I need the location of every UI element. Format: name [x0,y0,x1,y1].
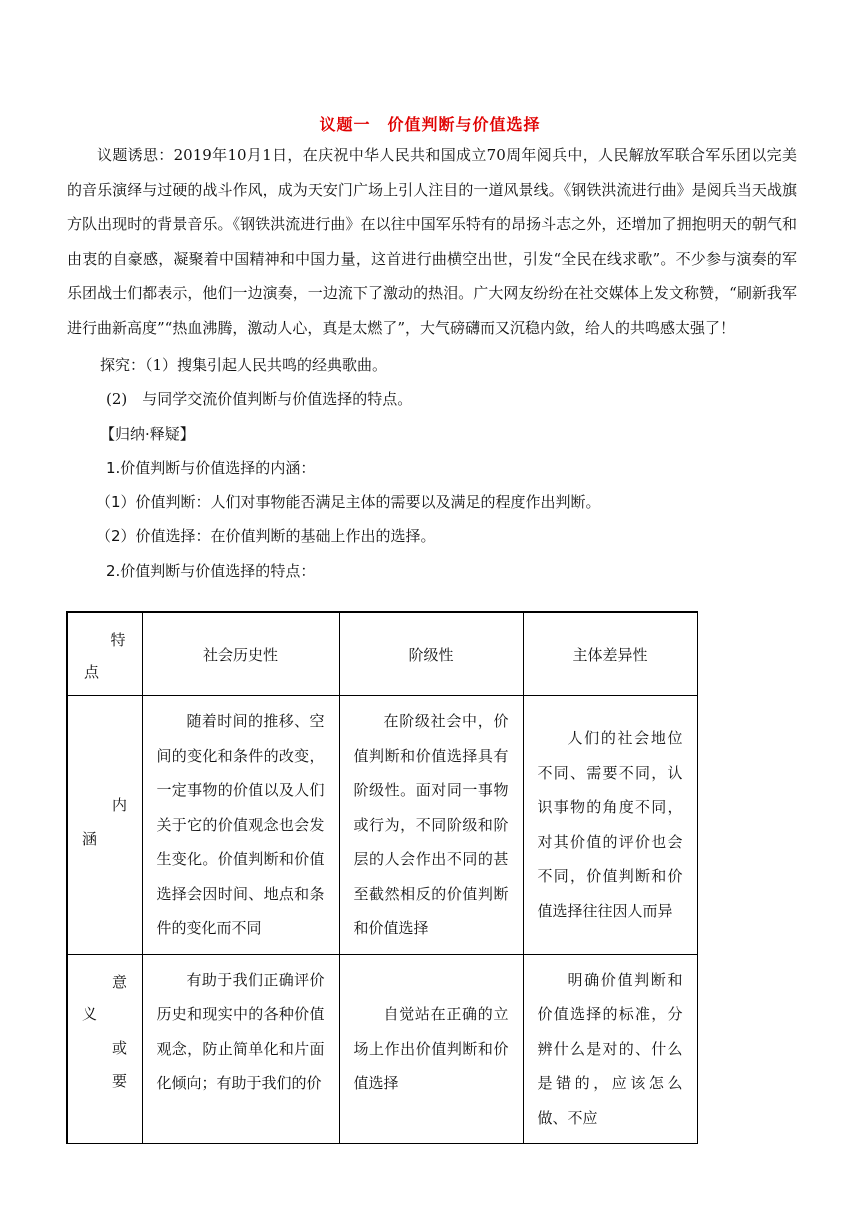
row-label-connotation [67,696,142,955]
corner-label-top: 特 [110,631,126,649]
explore-question-1: 探究：（1）搜集引起人民共鸣的经典歌曲。 [100,356,388,374]
characteristics-table [66,611,698,1144]
cell-connotation-subject: 人们的社会地位不同、需要不同，认识事物的角度不同，对其价值的评价也会不同，价值判断和价值选择往往因人而异 [523,696,697,955]
row-label-char-yao: 要 [112,1071,128,1090]
row-label-char-2: 涵 [82,829,98,848]
cell-significance-class: 自觉站在正确的立场上作出价值判断和价值选择 [339,954,523,1144]
row-label-char-yi: 意 [112,972,128,991]
table-row-significance [67,954,697,1144]
row-label-char-huo: 或 [112,1038,128,1057]
row-label-char-1: 内 [112,795,128,814]
intro-paragraph: 议题诱思：2019年10月1日，在庆祝中华人民共和国成立70周年阅兵中，人民解放军联合军乐团以完美的音乐演绎与过硬的战斗作风，成为天安门广场上引人注目的一道风景线。《钢铁洪流进行曲》是阅兵当天战旗方队出现时的背景音乐。《钢铁洪流进行曲》在以往中国军乐特有的昂扬斗志之外，还增加了拥抱明天的朝气和由衷的自豪感，凝聚着中国精神和中国力量，这首进行曲横空出世，引发“全民在线求歌”。不少参与演奏的军乐团战士们都表示，他们一边演奏，一边流下了激动的热泪。广大网友纷纷在社交媒体上发文称赞，“刷新我军进行曲新高度”“热血沸腾，激动人心，真是太燃了”，大气磅礴而又沉稳内敛，给人的共鸣感太强了！ [67,146,797,337]
cell-significance-social-historical: 有助于我们正确评价历史和现实中的各种价值观念，防止简单化和片面化倾向；有助于我们的价 [142,954,339,1144]
header-subject-difference: 主体差异性 [523,612,697,696]
summary-heading: 【归纳·释疑】 [100,425,195,443]
point-2-heading: 2.价值判断与价值选择的特点： [106,562,316,580]
point-1-value-judgment: （1）价值判断：人们对事物能否满足主体的需要以及满足的程度作出判断。 [96,493,601,511]
section-title: 议题一 价值判断与价值选择 [319,115,541,134]
table-corner-cell [67,612,142,696]
cell-significance-subject: 明确价值判断和价值选择的标准，分辨什么是对的、什么是错的，应该怎么做、不应 [523,954,697,1144]
cell-connotation-social-historical: 随着时间的推移、空间的变化和条件的改变，一定事物的价值以及人们关于它的价值观念也会发生变化。价值判断和价值选择会因时间、地点和条件的变化而不同 [142,696,339,955]
intro-paragraph-block [67,138,797,345]
row-label-char-yi2: 义 [82,1004,98,1023]
corner-label-bottom: 点 [84,663,100,681]
header-social-historical: 社会历史性 [142,612,339,696]
point-1-heading: 1.价值判断与价值选择的内涵： [106,459,316,477]
row-label-significance [67,954,142,1144]
table-header-row [67,612,697,696]
header-class-nature: 阶级性 [339,612,523,696]
table-row-connotation [67,696,697,955]
explore-question-2: (2) 与同学交流价值判断与价值选择的特点。 [106,390,413,408]
point-1-value-choice: （2）价值选择：在价值判断的基础上作出的选择。 [96,527,436,545]
cell-connotation-class: 在阶级社会中，价值判断和价值选择具有阶级性。面对同一事物或行为，不同阶级和阶层的人会作出不同的甚至截然相反的价值判断和价值选择 [339,696,523,955]
